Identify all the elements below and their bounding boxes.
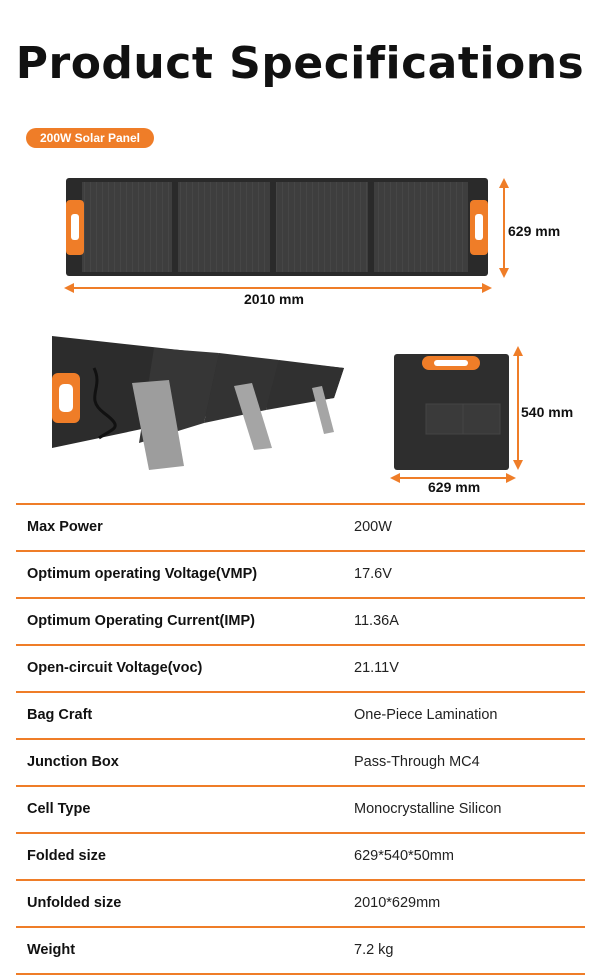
spec-label: Bag Craft (27, 707, 93, 723)
spec-value: 2010*629mm (354, 895, 441, 911)
standing-panel-image (44, 328, 354, 478)
spec-row-weight (16, 926, 585, 975)
folded-height-label: 540 mm (521, 404, 574, 420)
spec-label: Folded size (27, 848, 106, 864)
spec-row-junction-box (16, 738, 585, 785)
spec-value: 7.2 kg (354, 942, 394, 958)
spec-value: 21.11V (354, 660, 399, 676)
spec-value: 11.36A (354, 613, 399, 629)
spec-label: Unfolded size (27, 895, 122, 911)
spec-table (16, 503, 585, 975)
spec-row-cell-type (16, 785, 585, 832)
spec-row-folded-size (16, 832, 585, 879)
spec-row-voc (16, 644, 585, 691)
product-badge: 200W Solar Panel (26, 128, 154, 148)
spec-row-bag-craft (16, 691, 585, 738)
spec-value: One-Piece Lamination (354, 707, 498, 723)
spec-label: Max Power (27, 519, 103, 535)
spec-value: Monocrystalline Silicon (354, 801, 502, 817)
spec-label: Optimum operating Voltage(VMP) (27, 566, 258, 582)
spec-value: 629*540*50mm (354, 848, 454, 864)
unfolded-height-label: 629 mm (508, 223, 561, 239)
spec-row-vmp (16, 550, 585, 597)
spec-value: 200W (354, 519, 392, 535)
spec-label: Cell Type (27, 801, 91, 817)
spec-label: Open-circuit Voltage(voc) (27, 660, 203, 676)
spec-value: 17.6V (354, 566, 392, 582)
page-title: Product Specifications (15, 38, 585, 89)
spec-row-max-power (16, 503, 585, 550)
folded-width-label: 629 mm (428, 479, 481, 495)
spec-row-imp (16, 597, 585, 644)
unfolded-width-label: 2010 mm (244, 291, 304, 307)
spec-label: Optimum Operating Current(IMP) (27, 613, 255, 629)
spec-label: Weight (27, 942, 76, 958)
spec-row-unfolded-size (16, 879, 585, 926)
unfolded-panel-image (60, 170, 520, 300)
spec-label: Junction Box (27, 754, 119, 770)
folded-panel-image (386, 338, 524, 483)
spec-value: Pass-Through MC4 (354, 754, 480, 770)
